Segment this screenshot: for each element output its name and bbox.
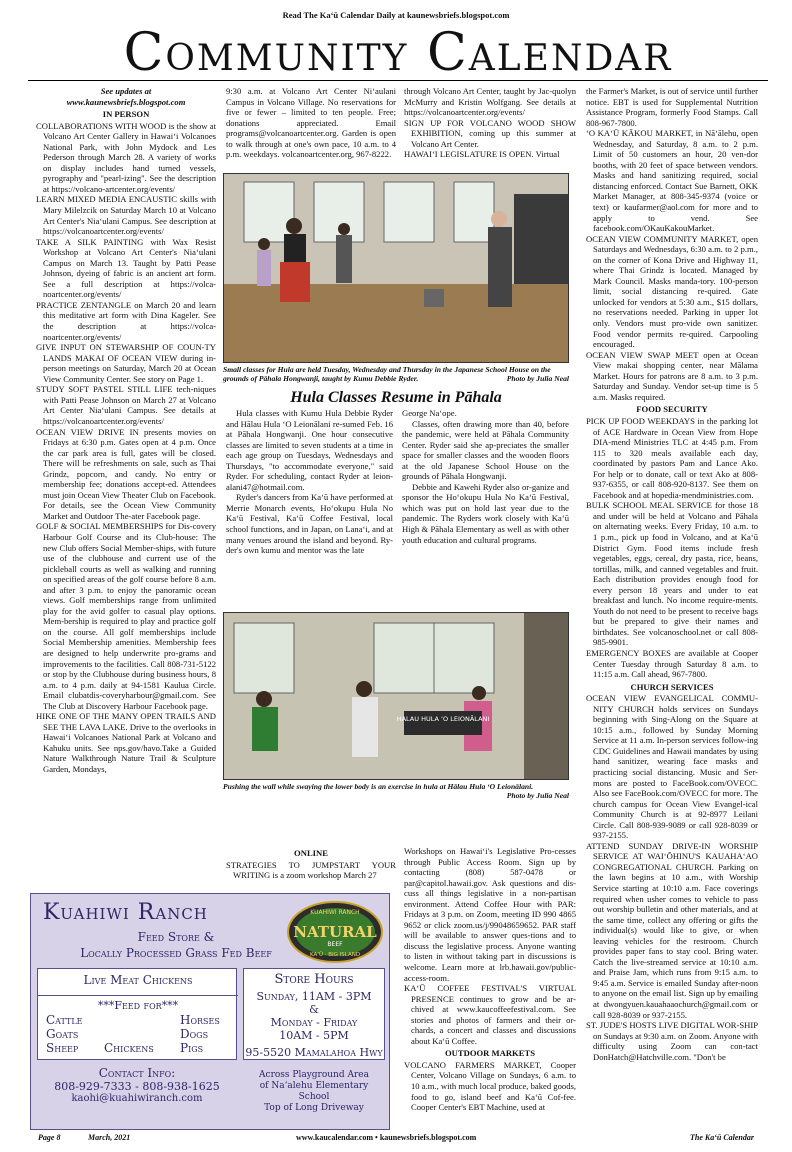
list-item: GIVE INPUT ON STEWARSHIP OF COUN-TY LANDS MAKAI OF OCEAN VIEW during in-person meetings on Saturday, March 20 at Ocean View Community Center. See story on Page 1. (36, 342, 216, 384)
logo-bottom-text: KA‘Ū · BIG ISLAND (309, 952, 361, 958)
updates-label: See updates at (100, 86, 152, 96)
ad-subtitle-2: Locally Processed Grass Fed Beef (80, 946, 272, 960)
section-church-services: CHURCH SERVICES (630, 681, 714, 692)
hours-sunday: Sunday, 11AM - 3PM (256, 990, 372, 1003)
top-tagline: Read The Ka‘ū Calendar Daily at kaunewsbriefs.blogspot.com (282, 10, 510, 20)
column-1 (36, 86, 216, 876)
feed-divider (38, 995, 238, 996)
list-item: EMERGENCY BOXES are available at Cooper Center Tuesday through Saturday 8 a.m. to 11:15 a.m. Call ahead, 967-7800. (586, 647, 758, 680)
section-food-security: FOOD SECURITY (636, 404, 708, 415)
column-4 (586, 86, 758, 1131)
story-paragraph: Hula classes with Kumu Hula Debbie Ryder and Hālau Hula ‘O Leionālani re-sumed Feb. 16 at Pāhala Hongwanji. One hour consecutive classes are limited to seven students at a time in each age group on Tuesdays, Wednesdays and Thursdays, "to accommodate everyone," said Ryder. For scheduling, contact Ryder at leion-alani47@hotmail.com. (226, 408, 393, 492)
feed-list-left: Cattle Goats Sheep (46, 1013, 83, 1055)
feed-list-right: Horses Dogs Pigs (180, 1013, 220, 1055)
online-column-2 (226, 846, 396, 886)
feed-for-label: ***Feed for*** (97, 999, 179, 1012)
list-item: OCEAN VIEW EVANGELICAL COMMU-NITY CHURCH holds services on Sundays beginning with Sing-Along on the Square at 10:15 a.m., followed by Sunday Morning Service at 11 a.m. In-person services follow-ing CDC Guidelines and Hawaii mandates by using hand sanitizer, wearing face masks and practicing social distancing. Music and Ser-mons are posted to FaceBook.com/OVECC. Also see FaceBook.com/OVECC for more. The church campus for Ocean View Evangel-ical Community Church is at 92-8977 Leilani Circle. Call 808-939-9089 or call 928-8039 or 937-2155. (586, 693, 758, 841)
logo-beef-text: BEEF (327, 941, 343, 948)
ad-subtitle-1: Feed Store & (137, 930, 215, 944)
list-item: the Farmer's Market, is out of service until further notice. EBT is used for Supplemental Nutrition Assistance Program, formerly Food Stamps. Call 808-967-7800. (586, 86, 758, 128)
store-hours-panel (243, 968, 385, 1060)
list-item: OCEAN VIEW DRIVE IN presents movies on Fridays at 6:30 p.m. Gates open at 4 p.m. Once the car park area is full, gates will be closed. There will be refreshments on sale, such as Thai Grindz, popcorn, and candy. No entry or membership fee; donations accept-ed. Attendees must join Ocean View Theater Club on Facebook. For details, see the Ocean View Community Market and Outdoor The-ater Facebook page. (36, 426, 216, 521)
list-item: PICK UP FOOD WEEKDAYS in the parking lot of ACE Hardware in Ocean View from Hope DIA-mend Ministries TLC at 4:45 p.m. From 115 to 320 meals available each day, coordinated by pastors Pam and Lance Ako. For help or to donate, call or text Ako at 808-937-6355, or call 808-920-8137. See them on Facebook and at hopedia-mendministries.com. (586, 415, 758, 500)
footer-page: Page 8 (38, 1133, 61, 1142)
ad-address: 95-5520 Mamalahoa Hwy (245, 1046, 383, 1059)
feed-chickens: Chickens (104, 1041, 154, 1055)
updates-url[interactable]: www.kaunewsbriefs.blogspot.com (66, 96, 186, 107)
location-note: Across Playground Area of Na‘alehu Elementary School Top of Long Driveway (259, 1070, 369, 1113)
story-paragraph: Classes, often drawing more than 40, before the pandemic, were held at Pāhala Community Center. Ryder said she ap-preciates the smaller space for smaller classes and the wooden floors at the old Japanese School House on the grounds of Pāhala Hongwanji. (402, 418, 569, 482)
halau-sign-text: HALAU HULA ‘O LEIONĀLANI (396, 715, 490, 723)
story-right-column (402, 408, 569, 608)
list-item: ‘O KA‘Ū KĀKOU MARKET, in Nā‘ālehu, open Wednesday, and Saturday, 8 a.m. to 2 p.m. Limit of 50 customers an hour, 20 ven-dor booths, with 20 feet of space between vendors. Masks and hand sanitizing required, social distancing enforced. Contact Sue Barnett, OKK Market Manager, at 808-345-9374 (voice or text) or kaufarmer@aol.com for more and to apply to vend. See facebook.com/OKauKakouMarket. (586, 128, 758, 234)
list-item: Workshops on Hawai‘i's Legislative Pro-cesses through Public Access Room. Sign up by contacting (808) 587-0478 or par@capitol.hawaii.gov. Ask questions and dis-cuss all things legislative in a non-partisan environment. Attend Coffee Hour with PAR: Fridays at 3 p.m. on Zoom, meeting ID 990 4865 9652 or click zoom.us/j/99048659652. PAR staff will be available to answer ques-tions and to discuss the legislative process. Anyone wanting to listen in without taking part in discussions is welcome. Learn more at lrb.hawaii.gov/public-access-room. (404, 846, 576, 983)
footer-date: March, 2021 (88, 1133, 131, 1142)
list-item: through Volcano Art Center, taught by Jac-quolyn McMurry and Kristin Wolfgang. See details at https://volcanoartcenter.org/events/ (404, 86, 576, 118)
masthead-rule (28, 80, 768, 81)
section-online: ONLINE (294, 848, 328, 858)
story-headline: Hula Classes Resume in Pāhala (290, 389, 502, 406)
logo-natural-text: NATURAL (293, 923, 377, 941)
story-paragraph: George Na‘ope. (402, 408, 457, 418)
list-item: GOLF & SOCIAL MEMBERSHIPS for Dis-covery Harbour Golf Course and its Club-house: The new Club offers Social Member-ships, with future use of the clubhouse and current use of the pickleball courts as well as walking and running on specified areas of the golf course before 8 a.m. and after 3 p.m. to enjoy the panoramic ocean views. Golf memberships range from unlimited play for the avid golfer to casual play options. Mem-bership is required to play and practice golf on the course. All golf memberships include Social Membership amenities. Membership fees are designed to help underwrite pro-grams and improvements to the facilities. Call 808-731-5122 or stop by the Clubhouse during business hours, 8 a.m. to 4 p.m. daily at 94-1581 Kaulua Circle. Email clubatdis-coveryharbour@gmail.com. See The Club at Discovery Harbour Facebook page. (36, 521, 216, 711)
online-column-3 (404, 846, 576, 1131)
list-item: 9:30 a.m. at Volcano Art Center Ni‘aulani Campus in Volcano Village. No reservations for five or fewer – limited to ten people. Free; donations appreciated. Email programs@volcanoartcenter.org. Garden is open to walk through at one's own pace, 10 a.m. to 4 p.m. weekdays. volcanoartcenter.org, 967-8222. (226, 86, 396, 160)
photo2-caption: Pushing the wall while swaying the lower body is an exercise in hula at Hālau Hula ‘O Leionālani. Photo by Julia Neal (223, 782, 569, 800)
story-paragraph: Ryder's dancers from Ka‘ū have performed at Merrie Monarch events, Ho‘okupu Hula No Ka‘ū Festival, Ka‘ū Coffee Festival, local school functions, and in Japan, on Lana‘i, and at many venues around the island and beyond. Ry-der's own kumu and mentor was the late (226, 492, 393, 556)
photo-illustration (224, 613, 569, 780)
column-3-top (404, 86, 576, 168)
store-hours-title: Store Hours (274, 972, 354, 987)
column-2-top (226, 86, 396, 168)
list-item: SIGN UP FOR VOLCANO WOOD SHOW EXHIBITION, coming up this summer at Volcano Art Center. (404, 117, 576, 149)
list-item: ATTEND SUNDAY DRIVE-IN WORSHIP SERVICE AT WAI‘ŌHINU'S KAUAHA‘AO CONGREGATIONAL CHURCH. Parking on the lawn begins at 10 a.m., with Worship Service starting at 10:10 a.m. Face coverings required when usher comes to vehicle to pass out worship bulletin and other materials, and at the same time, collect any offering or gifts the individual(s) would like to give, or when leaving vehicles for the restroom. Church provides paper fans to stay cool. Bring water. Catch the live-streamed service at 10:10 a.m. and Praise Jam, which runs from 9:15 a.m. to 9:45 a.m. Service is emailed Sunday after-noon to anyone on the email list. Sign up by emailing at dwongyuen.kauahaaochurch@gmail.com or call 928-8039 or 937-2155. (586, 840, 758, 1020)
contact-phones[interactable]: 808-929-7333 - 808-938-1625 (54, 1080, 220, 1093)
list-item: OCEAN VIEW COMMUNITY MARKET, open Saturdays and Wednesdays, 6:30 a.m. to 2 p.m., on the corner of Kona Drive and Highway 11, where Thai Grindz is located. Managed by Mark Council. Masks manda-tory. 100-person limit, social distancing re-quired. Gate unlocked for vendors at 5:30 a.m., $15 dollars, no reservations needed. Parking in upper lot only. Vendors must pro-vide own sanitizer. Food vendor permits re-quired. Carpooling encouraged. (586, 233, 758, 350)
list-item: STRATEGIES TO JUMPSTART YOUR WRITING is a zoom workshop March 27 (226, 859, 396, 881)
hours-ampersand: & (309, 1003, 319, 1016)
list-item: COLLABORATIONS WITH WOOD is the show at Volcano Art Center Gallery in Hawai‘i Volcanoes National Park, with John Mydock and Les Pederson through March 28. A variety of works on display includes hand turned vessels, pyrography and "pearl-izing". See the description at https://volcano-artcenter.org/events/ (36, 120, 216, 194)
hours-weekday-time: 10AM - 5PM (279, 1029, 349, 1042)
ad-title: Kuahiwi Ranch (43, 900, 208, 925)
contact-panel (37, 1066, 237, 1104)
photo-illustration (224, 174, 569, 363)
live-chickens: Live Meat Chickens (83, 973, 193, 987)
section-in-person: IN PERSON (102, 109, 150, 120)
list-item: ST. JUDE'S HOSTS LIVE DIGITAL WOR-SHIP on Sundays at 9:30 a.m. on Zoom. Anyone with difficulty using Zoom can con-tact DonHatch@Hatchville.com. "Don't be (586, 1020, 758, 1062)
photo1-caption: Small classes for Hula are held Tuesday, Wednesday and Thursday in the Japanese School House on the grounds of Pāhala Hongwanji, taught by Kumu Debbie Ryder. Photo by Julia Neal (223, 365, 569, 383)
logo-top-text: KUAHIWI RANCH (310, 909, 360, 916)
hours-weekday: Monday - Friday (270, 1016, 358, 1029)
story-left-column (226, 408, 393, 608)
photo2-credit: Photo by Julia Neal (506, 791, 569, 800)
list-item: LEARN MIXED MEDIA ENCAUSTIC skills with Mary Milelzcik on Saturday March 10 at Volcano Art Center's Nia‘ulani Campus. See description at https://volcanoartcenter.org/events/ (36, 194, 216, 237)
contact-email[interactable]: kaohi@kuahiwiranch.com (71, 1093, 203, 1104)
hula-class-photo (223, 173, 569, 363)
list-item: PRACTICE ZENTANGLE on March 20 and learn this meditative art form with Dina Kageler. See the description at https://volca-noartcenter.org/events/ (36, 299, 216, 342)
footer-name: The Ka‘ū Calendar (689, 1133, 754, 1142)
list-item: HIKE ONE OF THE MANY OPEN TRAILS AND SEE THE LAVA LAKE. Drive to the overlooks in Hawai‘i Volcanoes National Park at Volcano and Kahuku units. See nps.gov/havo.Take a Guided Nature Walkthrough Nature Trail & Sculpture Garden, Mondays, (36, 711, 216, 774)
footer-site[interactable]: www.kaucalendar.com • kaunewsbriefs.blogspot.com (296, 1133, 477, 1142)
list-item: OCEAN VIEW SWAP MEET open at Ocean View makai shopping center, near Mālama Market. Hours for patrons are 8 a.m. to 3 p.m. Saturday and Sunday. Vendor set-up time is 5 a.m. Masks required. (586, 349, 758, 402)
list-item: HAWAI‘I LEGISLATURE IS OPEN. Virtual (404, 149, 560, 160)
list-item: KA‘Ū COFFEE FESTIVAL'S VIRTUAL PRESENCE continues to grow and be ar-chived at www.kaucoffeefestival.com. See stories and photos of farmers and their or-chards, a concert and classes and discussions about Ka‘ū Coffee. (404, 983, 576, 1046)
hula-wall-photo (223, 612, 569, 780)
list-item: TAKE A SILK PAINTING with Wax Resist Workshop at Volcano Art Center's Nia‘ulani Campus on March 13. Taught by Patti Pease Johnson, dyeing of fabric is an ancient art form. See a full description at https://volca-noartcenter.org/events/ (36, 236, 216, 300)
feed-panel (37, 968, 237, 1060)
photo1-credit: Photo by Julia Neal (506, 374, 569, 383)
list-item: STUDY SOFT PASTEL STILL LIFE tech-niques with Patti Pease Johnson on March 27 at Volcano Art Center Nia‘ulani Campus. See details at https://volcanoartcenter.org/events/ (36, 384, 216, 426)
list-item: VOLCANO FARMERS MARKET, Cooper Center, Volcano Village on Sundays, 6 a.m. to 10 a.m., with much local produce, baked goods, food to go, island beef and Ka‘ū Cof-fee. Cooper Center's EBT Machine, used at (404, 1059, 576, 1113)
section-outdoor-markets: OUTDOOR MARKETS (444, 1048, 535, 1059)
contact-title: Contact Info: (98, 1066, 176, 1080)
masthead-title: Community Calendar (123, 23, 673, 83)
natural-beef-logo (286, 900, 384, 964)
story-paragraph: Debbie and Kawehi Ryder also or-ganize and sponsor the Ho‘okupu Hula No Ka‘ū Festival, which was put on hold last year due to the pandemic. The Ryders work closely with Ka‘ū High & Pāhala Elementary as well as with other youth education and cultural programs. (402, 481, 569, 545)
list-item: BULK SCHOOL MEAL SERVICE for those 18 and under will be held at Volcano and Pāhala on alternating weeks. Every Friday, 10 a.m. to 1 p.m., pick up food in Volcano, and at Ka‘ū District Gym. Food items include fresh vegetables, eggs, cereal, dry pasta, rice, beans, tortillas, milk, and canned vegetables and fruit. Each distribution provides enough food for every person 18 years and under to eat breakfast and lunch. No income require-ments. Youth do not need to be present to receive bags but be prepared to give their names and birthdates. See volcanoschool.net or call 808-985-9901. (586, 500, 758, 648)
